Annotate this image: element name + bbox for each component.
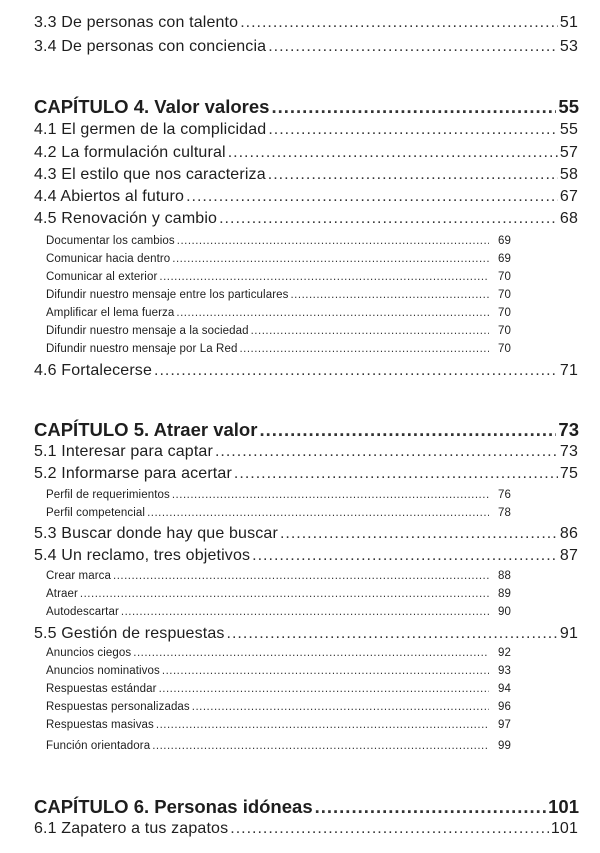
toc-chapter-heading xyxy=(34,96,579,118)
leader-dots xyxy=(80,588,489,600)
toc-subentry-page: 97 xyxy=(498,719,511,731)
leader-dots xyxy=(156,719,489,731)
leader-dots xyxy=(227,625,558,643)
toc-subentry xyxy=(46,701,511,713)
toc-subentry xyxy=(46,740,511,752)
leader-dots xyxy=(239,343,489,355)
toc-subentry-page: 90 xyxy=(498,606,511,618)
toc-entry-title: 4.6 Fortalecerse xyxy=(34,362,153,379)
toc-subentry xyxy=(46,507,511,519)
toc-subentry-title: Difundir nuestro mensaje por La Red xyxy=(46,343,238,355)
toc-subentry xyxy=(46,271,511,283)
leader-dots xyxy=(234,465,558,483)
toc-entry-page: 58 xyxy=(559,166,578,183)
toc-chapter-title: CAPÍTULO 6. Personas idóneas xyxy=(34,796,313,817)
toc-subentry xyxy=(46,325,511,337)
toc-subentry-page: 92 xyxy=(498,647,511,659)
leader-dots xyxy=(252,547,558,565)
toc-chapter-title: CAPÍTULO 5. Atraer valor xyxy=(34,419,258,440)
toc-entry xyxy=(34,14,578,32)
toc-subentry-page: 70 xyxy=(498,343,511,355)
toc-subentry-title: Respuestas masivas xyxy=(46,719,154,731)
toc-entry xyxy=(34,820,578,838)
toc-subentry xyxy=(46,588,511,600)
toc-entry xyxy=(34,625,578,643)
leader-dots xyxy=(121,606,489,618)
toc-subentry xyxy=(46,570,511,582)
toc-entry-title: 3.4 De personas con conciencia xyxy=(34,38,267,55)
toc-subentry xyxy=(46,289,511,301)
toc-entry-page: 101 xyxy=(550,820,578,837)
toc-subentry-title: Perfil de requerimientos xyxy=(46,489,170,501)
toc-subentry xyxy=(46,307,511,319)
toc-subentry-page: 78 xyxy=(498,507,511,519)
leader-dots xyxy=(259,419,556,441)
leader-dots xyxy=(271,96,556,118)
toc-entry-title: 4.3 El estilo que nos caracteriza xyxy=(34,166,266,183)
toc-entry-page: 68 xyxy=(559,210,578,227)
toc-subentry-page: 76 xyxy=(498,489,511,501)
toc-subentry-title: Anuncios ciegos xyxy=(46,647,132,659)
toc-entry-title: 6.1 Zapatero a tus zapatos xyxy=(34,820,229,837)
leader-dots xyxy=(177,235,489,247)
toc-subentry xyxy=(46,235,511,247)
toc-entry xyxy=(34,465,578,483)
toc-chapter-heading xyxy=(34,796,579,818)
toc-subentry xyxy=(46,606,511,618)
toc-subentry xyxy=(46,253,511,265)
leader-dots xyxy=(162,665,489,677)
toc-subentry-title: Crear marca xyxy=(46,570,112,582)
toc-chapter-page: 73 xyxy=(558,419,579,440)
toc-subentry-title: Comunicar al exterior xyxy=(46,271,158,283)
leader-dots xyxy=(176,307,489,319)
toc-subentry xyxy=(46,719,511,731)
leader-dots xyxy=(240,14,558,32)
leader-dots xyxy=(147,507,489,519)
toc-entry xyxy=(34,547,578,565)
leader-dots xyxy=(113,570,489,582)
toc-subentry-page: 69 xyxy=(498,253,511,265)
leader-dots xyxy=(159,271,489,283)
toc-entry-title: 5.5 Gestión de respuestas xyxy=(34,625,225,642)
toc-subentry-page: 94 xyxy=(498,683,511,695)
toc-entry-title: 4.5 Renovación y cambio xyxy=(34,210,218,227)
toc-chapter-heading xyxy=(34,419,579,441)
toc-entry-page: 51 xyxy=(559,14,578,31)
toc-entry-page: 87 xyxy=(559,547,578,564)
toc-chapter-page: 101 xyxy=(548,796,579,817)
leader-dots xyxy=(152,740,489,752)
toc-chapter-title: CAPÍTULO 4. Valor valores xyxy=(34,96,270,117)
leader-dots xyxy=(154,362,558,380)
leader-dots xyxy=(268,121,558,139)
leader-dots xyxy=(230,820,549,838)
toc-entry-title: 4.1 El germen de la complicidad xyxy=(34,121,267,138)
toc-entry-page: 73 xyxy=(559,443,578,460)
toc-entry xyxy=(34,443,578,461)
toc-subentry-title: Respuestas estándar xyxy=(46,683,157,695)
toc-subentry-title: Difundir nuestro mensaje entre los particulares xyxy=(46,289,289,301)
toc-subentry-title: Documentar los cambios xyxy=(46,235,175,247)
leader-dots xyxy=(290,289,489,301)
toc-subentry-title: Autodescartar xyxy=(46,606,119,618)
toc-subentry-title: Anuncios nominativos xyxy=(46,665,160,677)
leader-dots xyxy=(268,166,558,184)
toc-subentry-title: Respuestas personalizadas xyxy=(46,701,190,713)
toc-entry-page: 86 xyxy=(559,525,578,542)
toc-entry xyxy=(34,166,578,184)
toc-subentry-page: 69 xyxy=(498,235,511,247)
toc-subentry-title: Perfil competencial xyxy=(46,507,146,519)
toc-subentry-page: 93 xyxy=(498,665,511,677)
leader-dots xyxy=(251,325,489,337)
toc-entry-page: 57 xyxy=(559,144,578,161)
toc-entry-page: 55 xyxy=(559,121,578,138)
toc-subentry-page: 89 xyxy=(498,588,511,600)
toc-subentry-page: 70 xyxy=(498,271,511,283)
leader-dots xyxy=(228,144,558,162)
toc-entry-page: 75 xyxy=(559,465,578,482)
toc-entry-page: 91 xyxy=(559,625,578,642)
toc-subentry xyxy=(46,665,511,677)
toc-subentry-title: Atraer xyxy=(46,588,78,600)
toc-entry xyxy=(34,121,578,139)
toc-subentry xyxy=(46,683,511,695)
toc-subentry-page: 70 xyxy=(498,289,511,301)
toc-subentry-page: 70 xyxy=(498,325,511,337)
leader-dots xyxy=(215,443,558,461)
toc-subentry xyxy=(46,343,511,355)
toc-entry xyxy=(34,188,578,206)
toc-entry-page: 67 xyxy=(559,188,578,205)
leader-dots xyxy=(133,647,489,659)
toc-subentry-title: Comunicar hacia dentro xyxy=(46,253,171,265)
leader-dots xyxy=(268,38,558,56)
toc-entry xyxy=(34,210,578,228)
toc-entry xyxy=(34,525,578,543)
leader-dots xyxy=(280,525,558,543)
toc-entry-title: 4.4 Abiertos al futuro xyxy=(34,188,185,205)
toc-entry-title: 5.2 Informarse para acertar xyxy=(34,465,232,482)
toc-subentry-title: Difundir nuestro mensaje a la sociedad xyxy=(46,325,249,337)
leader-dots xyxy=(172,253,489,265)
toc-entry-page: 53 xyxy=(559,38,578,55)
leader-dots xyxy=(315,796,547,818)
toc-entry-page: 71 xyxy=(559,362,578,379)
toc-subentry-title: Función orientadora xyxy=(46,740,151,752)
toc-subentry-page: 99 xyxy=(498,740,511,752)
leader-dots xyxy=(159,683,489,695)
toc-entry-title: 4.2 La formulación cultural xyxy=(34,144,226,161)
toc-subentry xyxy=(46,489,511,501)
toc-entry-title: 5.4 Un reclamo, tres objetivos xyxy=(34,547,251,564)
toc-subentry-page: 96 xyxy=(498,701,511,713)
toc-entry-title: 3.3 De personas con talento xyxy=(34,14,239,31)
leader-dots xyxy=(172,489,489,501)
leader-dots xyxy=(192,701,489,713)
leader-dots xyxy=(186,188,558,206)
toc-entry xyxy=(34,38,578,56)
toc-entry-title: 5.3 Buscar donde hay que buscar xyxy=(34,525,278,542)
leader-dots xyxy=(219,210,558,228)
toc-subentry-page: 70 xyxy=(498,307,511,319)
toc-subentry-page: 88 xyxy=(498,570,511,582)
toc-entry-title: 5.1 Interesar para captar xyxy=(34,443,213,460)
toc-subentry-title: Amplificar el lema fuerza xyxy=(46,307,175,319)
toc-entry xyxy=(34,362,578,380)
toc-subentry xyxy=(46,647,511,659)
toc-entry xyxy=(34,144,578,162)
toc-chapter-page: 55 xyxy=(558,96,579,117)
